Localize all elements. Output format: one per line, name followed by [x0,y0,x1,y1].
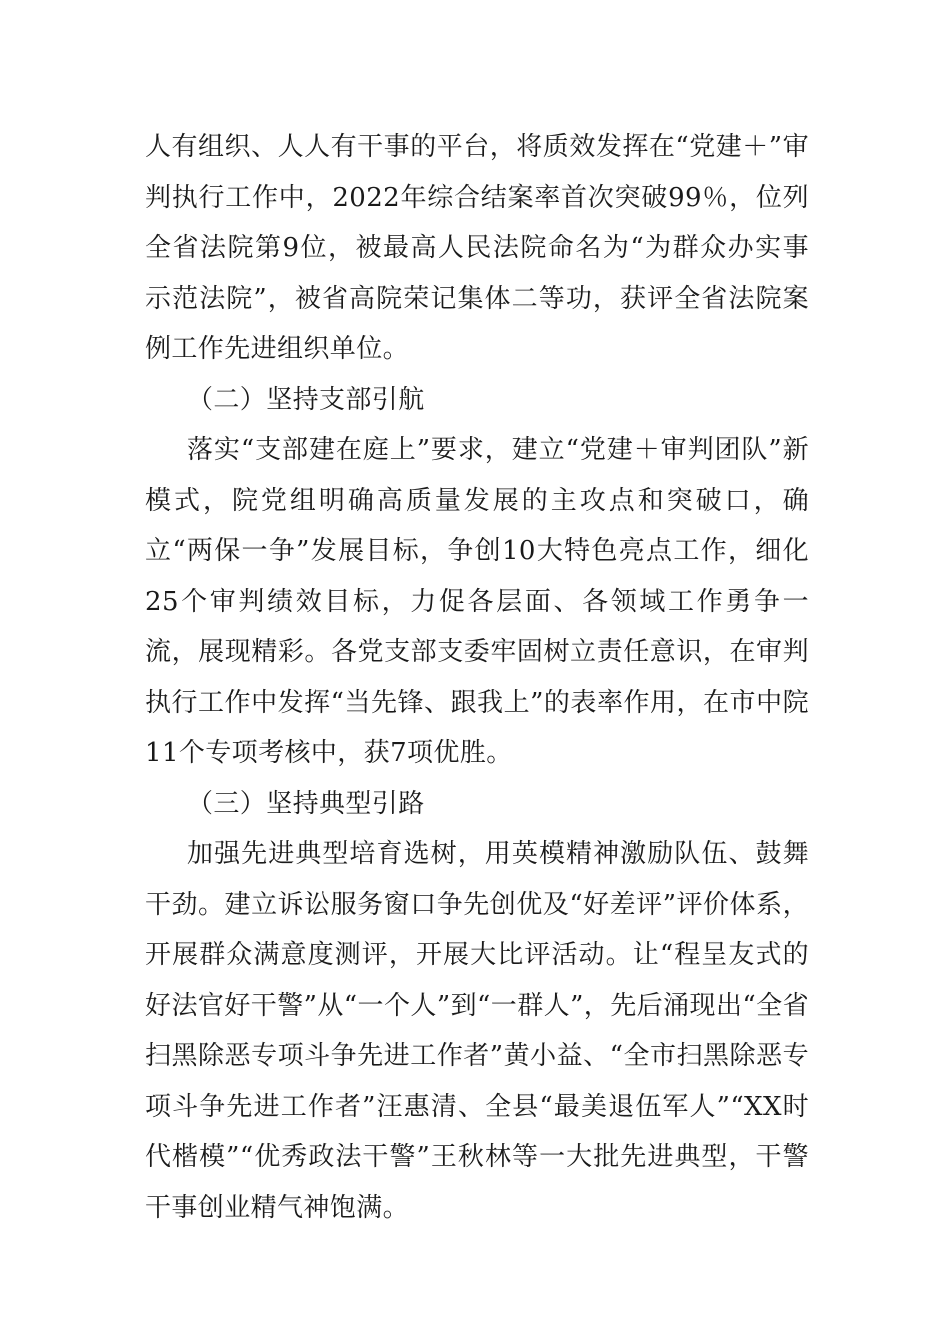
paragraph-branch-guidance: 落实“支部建在庭上”要求，建立“党建＋审判团队”新模式，院党组明确高质量发展的主攻点和突破口，确立“两保一争”发展目标，争创10大特色亮点工作，细化25个审判绩效目标，力促各层面、各领域工作勇争一流，展现精彩。各党支部支委牢固树立责任意识，在审判执行工作中发挥“当先锋、跟我上”的表率作用，在市中院11个专项考核中，获7项优胜。 [145,435,809,768]
document-body [145,122,809,1233]
section-heading-three: （三）坚持典型引路 [187,788,425,819]
section-heading-two: （二）坚持支部引航 [187,384,425,415]
paragraph-role-models: 加强先进典型培育选树，用英模精神激励队伍、鼓舞干劲。建立诉讼服务窗口争先创优及“好差评”评价体系，开展群众满意度测评，开展大比评活动。让“程呈友式的好法官好干警”从“一个人”到“一群人”，先后涌现出“全省扫黑除恶专项斗争先进工作者”黄小益、“全市扫黑除恶专项斗争先进工作者”汪惠清、全县“最美退伍军人”“XX时代楷模”“优秀政法干警”王秋林等一大批先进典型，干警干事创业精气神饱满。 [145,839,809,1223]
paragraph-continuation: 人有组织、人人有干事的平台，将质效发挥在“党建＋”审判执行工作中，2022年综合结案率首次突破99％，位列全省法院第9位，被最高人民法院命名为“为群众办实事示范法院”，被省高院荣记集体二等功，获评全省法院案例工作先进组织单位。 [145,132,809,364]
